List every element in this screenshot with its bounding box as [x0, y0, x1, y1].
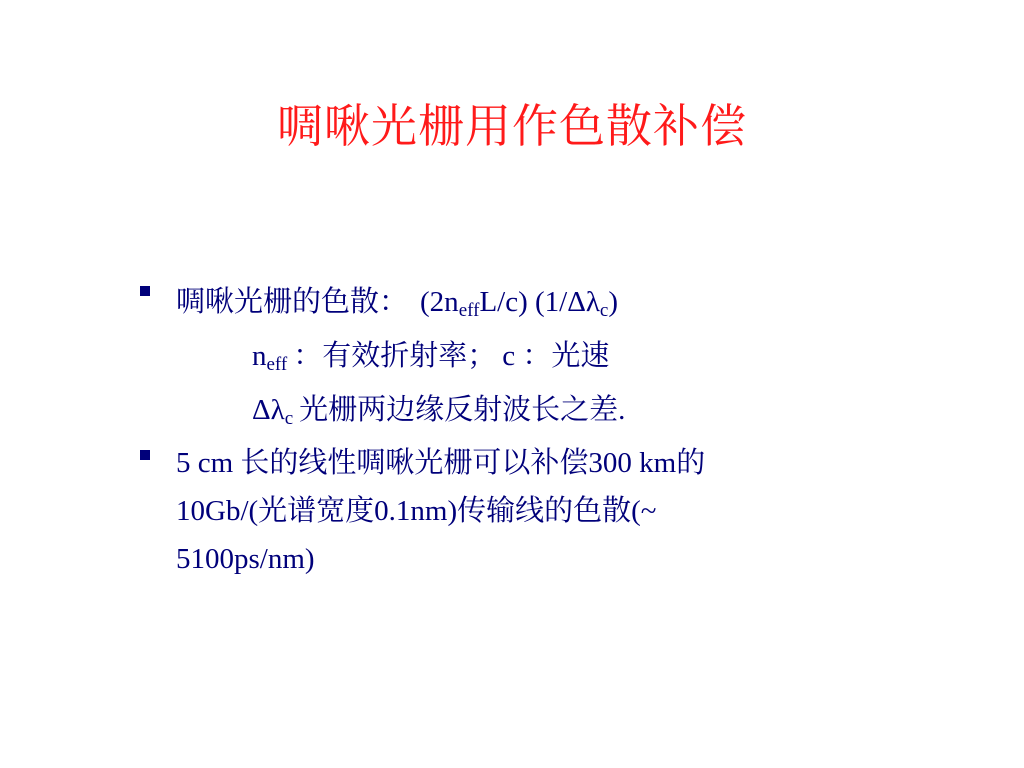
formula-close: ) — [608, 286, 619, 318]
bullet1-line3 — [176, 383, 940, 437]
bullet1-line1 — [176, 275, 940, 329]
bullet2-line1: 5 cm 长的线性啁啾光栅可以补偿300 km的 — [176, 447, 706, 479]
dispersion-label: 啁啾光栅的色散： — [176, 286, 409, 318]
delta-lambda-sub: c — [284, 408, 294, 429]
square-bullet-icon — [140, 450, 150, 460]
square-bullet-icon — [140, 286, 150, 296]
c-definition: c ：光速 — [502, 340, 610, 372]
formula-sub-c: c — [599, 300, 609, 321]
delta-lambda-symbol: Δλ — [252, 394, 285, 426]
formula-open: (2n — [420, 286, 459, 318]
neff-definition: ：有效折射率； — [293, 340, 497, 372]
bullet-item-compensation — [140, 439, 940, 583]
bullet1-line2 — [176, 329, 940, 383]
neff-sub: eff — [266, 354, 288, 375]
bullet2-line3: 5100ps/nm) — [176, 543, 315, 575]
neff-symbol: n — [252, 340, 267, 372]
slide-title: 啁啾光栅用作色散补偿 — [277, 99, 747, 153]
bullet2-line2: 10Gb/(光谱宽度0.1nm)传输线的色散(~ — [176, 495, 657, 527]
formula-sub-eff: eff — [458, 300, 480, 321]
delta-lambda-definition: 光栅两边缘反射波长之差. — [299, 394, 626, 426]
slide-body — [140, 275, 940, 583]
formula-delta-lambda: Δλ — [567, 286, 600, 318]
bullet-item-dispersion — [140, 275, 940, 437]
formula-mid: L/c) (1/ — [479, 286, 568, 318]
